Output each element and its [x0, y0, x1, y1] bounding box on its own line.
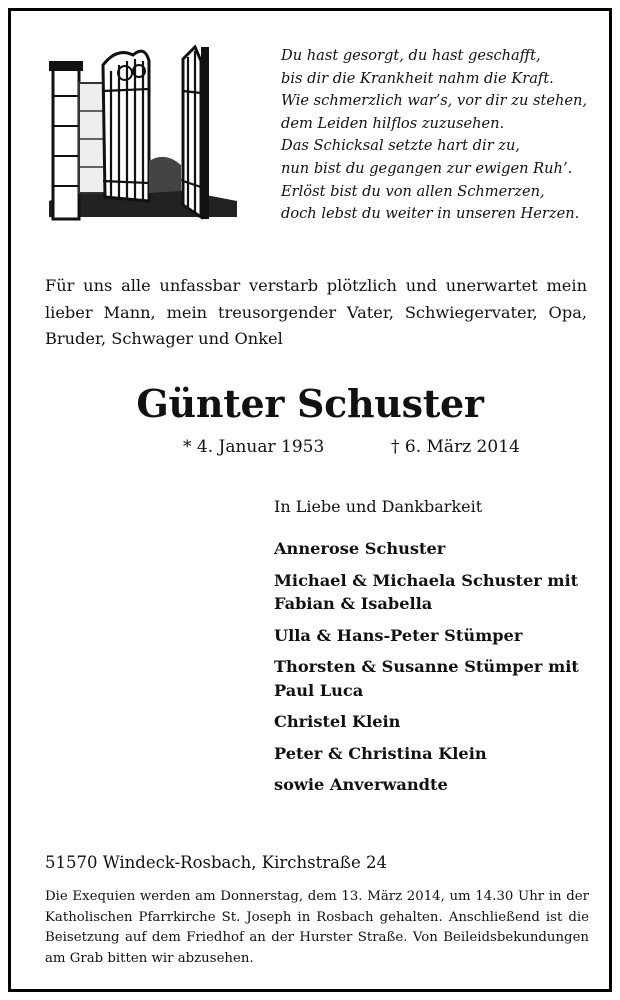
mourner-entry: Christel Klein — [274, 712, 401, 731]
mourner-entry: Annerose Schuster — [274, 539, 446, 558]
poem-line: Das Schicksal setzte hart dir zu, — [281, 137, 521, 155]
obituary-frame — [8, 8, 612, 992]
address: 51570 Windeck-Rosbach, Kirchstraße 24 — [45, 853, 387, 872]
poem-line: bis dir die Krankheit nahm die Kraft. — [281, 69, 554, 87]
mourner-entry: sowie Anverwandte — [274, 775, 448, 794]
poem-line: Du hast gesorgt, du hast geschafft, — [281, 47, 541, 64]
poem-line: Wie schmerzlich war’s, vor dir zu stehen, — [281, 92, 588, 110]
mourners-list — [274, 537, 594, 805]
poem-line: doch lebst du weiter in unseren Herzen. — [281, 205, 580, 223]
funeral-notice: Die Exequien werden am Donnerstag, dem 13. März 2014, um 14.30 Uhr in der Katholischen Pfarrkirche St. Joseph in Rosbach gehalten. Anschließend ist die Beisetzung auf dem Friedhof an der Hurster Straße. Von Beileidsbekundungen am Grab bitten wir abzusehen. — [45, 889, 589, 966]
open-gate-icon — [45, 41, 241, 227]
mourner-entry: Ulla & Hans-Peter Stümper — [274, 625, 523, 645]
deceased-name: Günter Schuster — [136, 381, 484, 426]
mourner-entry: Thorsten & Susanne Stümper mit Paul Luca — [274, 657, 579, 700]
mourner-entry: Michael & Michaela Schuster mit Fabian & Isabella — [274, 570, 579, 613]
poem-line: nun bist du gegangen zur ewigen Ruh’. — [281, 159, 573, 177]
death-date: † 6. März 2014 — [391, 437, 520, 457]
mourner-entry: Peter & Christina Klein — [274, 743, 487, 763]
memorial-poem — [281, 45, 601, 226]
poem-line: Erlöst bist du von allen Schmerzen, — [281, 182, 545, 200]
poem-line: dem Leiden hilflos zuzusehen. — [281, 114, 505, 132]
intro-text: Für uns alle unfassbar verstarb plötzlich und unerwartet mein lieber Mann, mein treusorgender Vater, Schwiegervater, Opa, Bruder, Schwager und Onkel — [45, 276, 587, 348]
birth-date: * 4. Januar 1953 — [183, 437, 325, 457]
gratitude-line: In Liebe und Dankbarkeit — [274, 497, 483, 516]
